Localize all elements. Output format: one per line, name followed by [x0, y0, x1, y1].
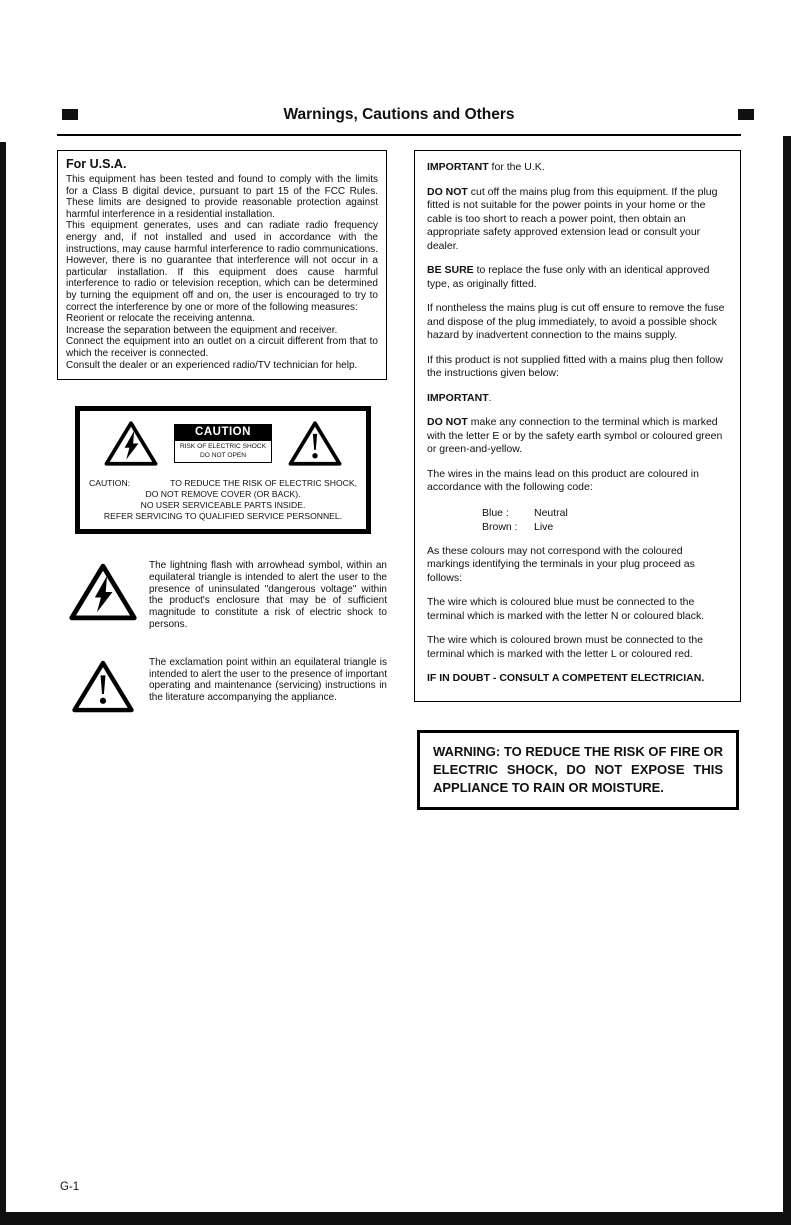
- caution-sublabel-line2: DO NOT OPEN: [199, 451, 247, 459]
- scan-mark-top-right: [738, 109, 754, 120]
- uk-paragraph-text: for the U.K.: [488, 161, 545, 173]
- uk-paragraph: [427, 672, 728, 686]
- wire-colour: Blue :: [482, 506, 509, 519]
- lightning-explanation-text: The lightning flash with arrowhead symbol, within an equilateral triangle is intended to alert the user to the presence of uninsulated "dangerous voltage" within the product's enclosure that may be of sufficient magnitude to constitute a risk of electric shock to persons.: [149, 560, 387, 631]
- caution-text-line4: REFER SERVICING TO QUALIFIED SERVICE PERSONNEL.: [103, 511, 343, 522]
- page-title: Warnings, Cautions and Others: [283, 106, 515, 123]
- caution-header: [87, 420, 359, 467]
- caution-sublabel: [174, 440, 272, 462]
- uk-paragraph-bold: IMPORTANT: [427, 391, 489, 404]
- uk-paragraph: [427, 416, 728, 457]
- wire-terminal: Neutral: [534, 506, 568, 519]
- caution-text-line3: NO USER SERVICEABLE PARTS INSIDE.: [140, 500, 306, 511]
- exclamation-triangle-icon: [288, 420, 342, 467]
- uk-paragraph-bold: IF IN DOUBT - CONSULT A COMPETENT ELECTRICIAN.: [427, 672, 705, 684]
- uk-paragraph: [427, 392, 728, 406]
- uk-paragraph-text: to replace the fuse only with an identical approved type, as originally fitted.: [427, 264, 710, 290]
- warning-box: WARNING: TO REDUCE THE RISK OF FIRE OR ELECTRIC SHOCK, DO NOT EXPOSE THIS APPLIANCE TO RAIN OR MOISTURE.: [417, 730, 739, 810]
- uk-paragraph-text: If this product is not supplied fitted with a mains plug then follow the instructions given below:: [427, 353, 723, 379]
- uk-paragraph: [427, 634, 728, 661]
- uk-paragraph-text: The wires in the mains lead on this product are coloured in accordance with the following code:: [427, 467, 699, 493]
- exclamation-explanation-text: The exclamation point within an equilateral triangle is intended to alert the user to the presence of important operating and maintenance (servicing) instructions in the literature accompanying the appliance.: [149, 656, 387, 704]
- uk-paragraph-text: make any connection to the terminal which is marked with the letter E or by the safety earth symbol or coloured green or green-and-yellow.: [427, 416, 723, 455]
- caution-text: [87, 478, 359, 522]
- uk-paragraph-text: The wire which is coloured blue must be connected to the terminal which is marked with the letter N or coloured black.: [427, 596, 705, 622]
- exclamation-explanation: [57, 657, 387, 714]
- uk-paragraph-text: The wire which is coloured brown must be connected to the terminal which is marked with the letter L or coloured red.: [427, 634, 704, 660]
- wire-code-table: [482, 506, 728, 534]
- usa-paragraph: Increase the separation between the equipment and receiver.: [66, 324, 338, 336]
- content-columns: [57, 150, 741, 810]
- wire-terminal: Live: [534, 520, 554, 533]
- wire-code-row: [482, 506, 728, 520]
- uk-paragraph: [427, 468, 728, 495]
- right-column: [414, 150, 741, 810]
- caution-label: CAUTION: [174, 424, 272, 440]
- uk-paragraph: [427, 161, 728, 175]
- uk-paragraph: [427, 545, 728, 586]
- caution-box: [75, 406, 371, 534]
- usa-paragraph: Reorient or relocate the receiving antenna.: [66, 313, 256, 325]
- scan-mark-top-left: [62, 109, 78, 120]
- lightning-explanation: [57, 560, 387, 631]
- lightning-triangle-icon: [57, 560, 149, 622]
- uk-paragraph-bold: DO NOT: [427, 185, 468, 198]
- scan-edge-left: [0, 142, 6, 1225]
- page-number: G-1: [60, 1181, 80, 1193]
- uk-notice-box: [414, 150, 741, 702]
- page-header: [57, 106, 741, 136]
- uk-paragraph: [427, 302, 728, 343]
- uk-paragraph-text: If nontheless the mains plug is cut off ensure to remove the fuse and dispose of the plug immediately, to avoid a possible shock hazard by inadvertent connection to the mains supply.: [427, 302, 725, 341]
- caution-label-stack: [174, 424, 272, 462]
- uk-paragraph: [427, 596, 728, 623]
- usa-paragraph: Connect the equipment into an outlet on a circuit different from that to which the receiver is connected.: [66, 336, 378, 359]
- caution-sublabel-line1: RISK OF ELECTRIC SHOCK: [179, 443, 267, 451]
- exclamation-triangle-icon: [57, 657, 149, 714]
- scan-edge-right: [783, 136, 791, 1225]
- uk-paragraph-bold: IMPORTANT: [427, 161, 489, 173]
- caution-text-line1-body: TO REDUCE THE RISK OF ELECTRIC SHOCK,: [170, 478, 357, 489]
- usa-notice-box: [57, 150, 387, 380]
- wire-colour: Brown :: [482, 520, 518, 533]
- caution-text-label: CAUTION:: [89, 478, 131, 489]
- uk-paragraph-text: .: [488, 391, 492, 404]
- uk-paragraph-text: As these colours may not correspond with the coloured markings identifying the terminals in your plug proceed as follows:: [427, 544, 695, 584]
- usa-paragraph: Consult the dealer or an experienced radio/TV technician for help.: [66, 359, 358, 371]
- lightning-triangle-icon: [104, 420, 158, 467]
- uk-paragraph-text: cut off the mains plug from this equipment. If the plug fitted is not suitable for the power points in your home or the cable is too short to reach a power point, then obtain an appropriate safety approved extension lead or consult your dealer.: [427, 185, 718, 252]
- uk-paragraph: [427, 354, 728, 381]
- uk-paragraph: [427, 186, 728, 254]
- caution-text-line1: [87, 478, 359, 489]
- wire-code-row: [482, 520, 728, 534]
- usa-paragraph: This equipment has been tested and found to comply with the limits for a Class B digital device, pursuant to part 15 of the FCC Rules. These limits are designed to provide reasonable protection against harmful interference in a residential installation.: [66, 174, 378, 220]
- usa-heading: For U.S.A.: [66, 157, 127, 171]
- caution-text-line2: DO NOT REMOVE COVER (OR BACK).: [145, 489, 301, 500]
- uk-paragraph-bold: DO NOT: [427, 416, 468, 428]
- usa-paragraph: This equipment generates, uses and can radiate radio frequency energy and, if not installed and used in accordance with the instructions, may cause harmful interference to radio communications. However, there is no guarantee that interference will not occur in a particular installation. If this equipment does cause harmful interference to radio or television reception, which can be determined by turning the equipment off and on, the user is encouraged to try to correct the interference by one or more of the following measures:: [66, 220, 378, 313]
- left-column: [57, 150, 387, 810]
- uk-paragraph: [427, 264, 728, 291]
- scan-edge-bottom: [0, 1212, 791, 1225]
- uk-paragraph-bold: BE SURE: [427, 264, 474, 276]
